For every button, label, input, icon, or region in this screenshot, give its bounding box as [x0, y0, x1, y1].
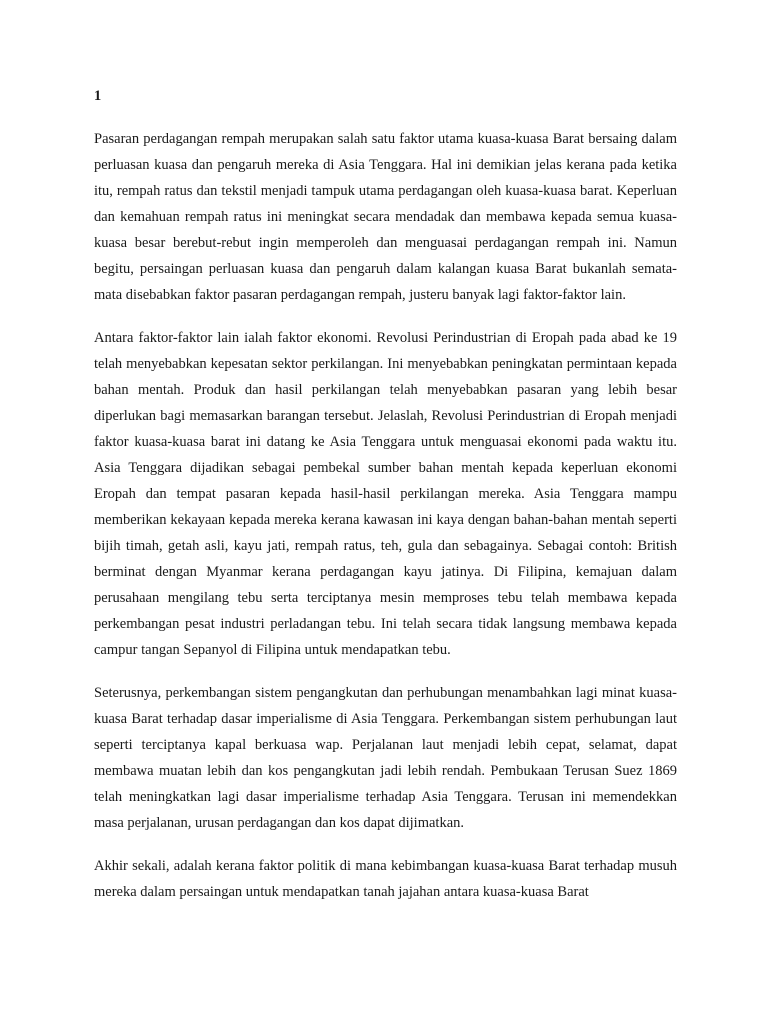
paragraph-political-factor: Akhir sekali, adalah kerana faktor politik di mana kebimbangan kuasa-kuasa Barat terhadap musuh mereka dalam persaingan untuk mendapatkan tanah jajahan antara kuasa-kuasa Barat [94, 858, 677, 900]
paragraph-transport-factor: Seterusnya, perkembangan sistem pengangkutan dan perhubungan menambahkan lagi minat kuasa-kuasa Barat terhadap dasar imperialisme di Asia Tenggara. Perkembangan sistem perhubungan laut seperti terciptanya kapal berkuasa wap. Perjalanan laut menjadi lebih cepat, selamat, dapat membawa muatan lebih dan kos pengangkutan jadi lebih rendah. Pembukaan Terusan Suez 1869 telah meningkatkan lagi dasar imperialisme terhadap Asia Tenggara. Terusan ini memendekkan masa perjalanan, urusan perdagangan dan kos dapat dijimatkan. [94, 685, 677, 831]
paragraph-economic-factor: Antara faktor-faktor lain ialah faktor ekonomi. Revolusi Perindustrian di Eropah pada abad ke 19 telah menyebabkan kepesatan sektor perkilangan. Ini menyebabkan peningkatan permintaan kepada bahan mentah. Produk dan hasil perkilangan telah menyebabkan pasaran yang lebih besar diperlukan bagi memasarkan barangan tersebut. Jelaslah, Revolusi Perindustrian di Eropah menjadi faktor kuasa-kuasa barat ini datang ke Asia Tenggara untuk menguasai ekonomi pada waktu itu. Asia Tenggara dijadikan sebagai pembekal sumber bahan mentah kepada keperluan ekonomi Eropah dan tempat pasaran kepada hasil-hasil perkilangan mereka. Asia Tenggara mampu memberikan kekayaan kepada mereka kerana kawasan ini kaya dengan bahan-bahan mentah seperti bijih timah, getah asli, kayu jati, rempah ratus, teh, gula dan sebagainya. Sebagai contoh: British berminat dengan Myanmar kerana perdagangan kayu jatinya. Di Filipina, kemajuan dalam perusahaan mengilang tebu serta terciptanya mesin memproses tebu telah membawa kepada perkembangan pesat industri perladangan tebu. Ini telah secara tidak langsung membawa kepada campur tangan Sepanyol di Filipina untuk mendapatkan tebu. [94, 330, 677, 658]
paragraph-spice-trade: Pasaran perdagangan rempah merupakan salah satu faktor utama kuasa-kuasa Barat bersaing dalam perluasan kuasa dan pengaruh mereka di Asia Tenggara. Hal ini demikian jelas kerana pada ketika itu, rempah ratus dan tekstil menjadi tampuk utama perdagangan oleh kuasa-kuasa barat. Keperluan dan kemahuan rempah ratus ini meningkat secara mendadak dan membawa kepada semua kuasa-kuasa besar berebut-rebut ingin memperoleh dan menguasai perdagangan rempah ini. Namun begitu, persaingan perluasan kuasa dan pengaruh dalam kalangan kuasa Barat bukanlah semata- mata disebabkan faktor pasaran perdagangan rempah, justeru banyak lagi faktor-faktor lain. [94, 131, 677, 303]
page-number: 1 [94, 88, 102, 104]
document-page [94, 86, 677, 922]
